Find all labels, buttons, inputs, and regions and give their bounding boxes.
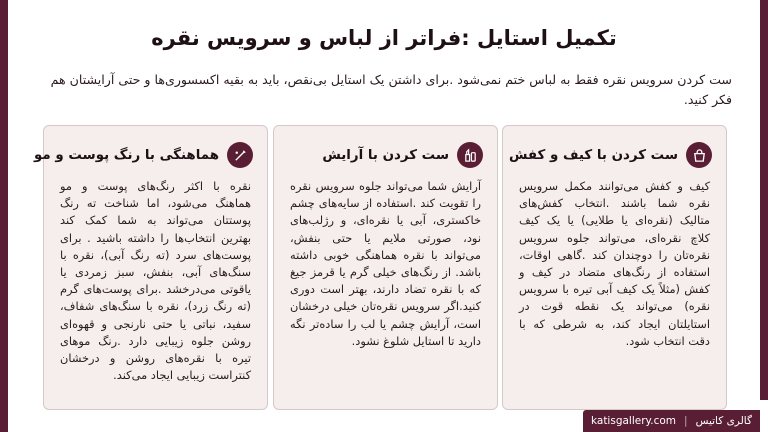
card-header — [288, 140, 483, 170]
card-title: ست کردن با آرایش — [322, 147, 449, 163]
card-header — [508, 140, 712, 170]
card-title: ست کردن با کیف و کفش — [508, 147, 678, 163]
card-body: کیف و کفش می‌توانند مکمل سرویس نقره شما باشند .انتخاب کفش‌های متالیک (نقره‌ای یا طلایی) یا یک کیف کلاچ نقره‌ای، می‌تواند جلوه سرویس نقره‌تان را دوچندان کند .گاهی اوقات، استفاده از رنگ‌های متضاد در کیف و کفش (مثلاً یک کیف آبی تیره با سرویس نقره) می‌تواند یک نقطه قوت در استایلتان ایجاد کند، به شرطی که با دقت انتخاب شود. — [519, 179, 710, 348]
card-makeup — [273, 125, 498, 410]
card-bag-shoes — [502, 125, 727, 410]
right-accent-bar — [760, 0, 768, 400]
footer-divider: | — [684, 415, 688, 427]
footer-brand — [583, 410, 760, 432]
footer-brand-name: گالری کاتیس — [695, 415, 752, 427]
card-title: هماهنگی با رنگ پوست و مو — [34, 147, 219, 163]
card-body: آرایش شما می‌تواند جلوه سرویس نقره را تقویت کند .استفاده از سایه‌های چشم خاکستری، آبی یا نقره‌ای، و رژلب‌های نود، صورتی ملایم یا حتی بنفش، می‌تواند با نقره هماهنگی خوبی داشته باشد. از رنگ‌های خیلی گرم یا قرمز جیغ که با نقره تضاد دارند، بهتر است دوری کنید.اگر سرویس نقره‌تان خیلی درخشان است، آرایش چشم یا لب را ساده‌تر نگه دارید تا استایل شلوغ نشود. — [290, 179, 481, 348]
card-body: نقره با اکثر رنگ‌های پوست و مو هماهنگ می‌شود، اما شناخت ته رنگ پوستتان می‌تواند به شما کمک کند بهترین انتخاب‌ها را داشته باشید . برای پوست‌های سرد (ته رنگ آبی)، نقره با سنگ‌های آبی، بنفش، سبز زمردی یا یاقوتی می‌درخشد .برای پوست‌های گرم (ته رنگ زرد)، نقره با سنگ‌های شفاف، سفید، نباتی یا حتی نارنجی و قهوه‌ای روشن جلوه زیبایی دارد .رنگ موهای تیره با نقره‌های روشن و درخشان کنتراست زیبایی ایجاد می‌کند. — [60, 179, 251, 383]
left-accent-bar — [0, 0, 8, 432]
slide-title: تکمیل استایل :فراتر از لباس و سرویس نقره — [151, 26, 617, 50]
card-skin-hair — [34, 125, 268, 410]
card-header — [34, 140, 253, 170]
handbag-icon — [686, 142, 712, 168]
makeup-icon — [457, 142, 483, 168]
palette-icon — [227, 142, 253, 168]
footer-site: katisgallery.com — [590, 415, 677, 427]
slide-intro: ست کردن سرویس نقره فقط به لباس ختم نمی‌شود .برای داشتن یک استایل بی‌نقص، باید به بقیه اکسسوری‌ها و حتی آرایشتان هم فکر کنید. — [50, 72, 732, 107]
